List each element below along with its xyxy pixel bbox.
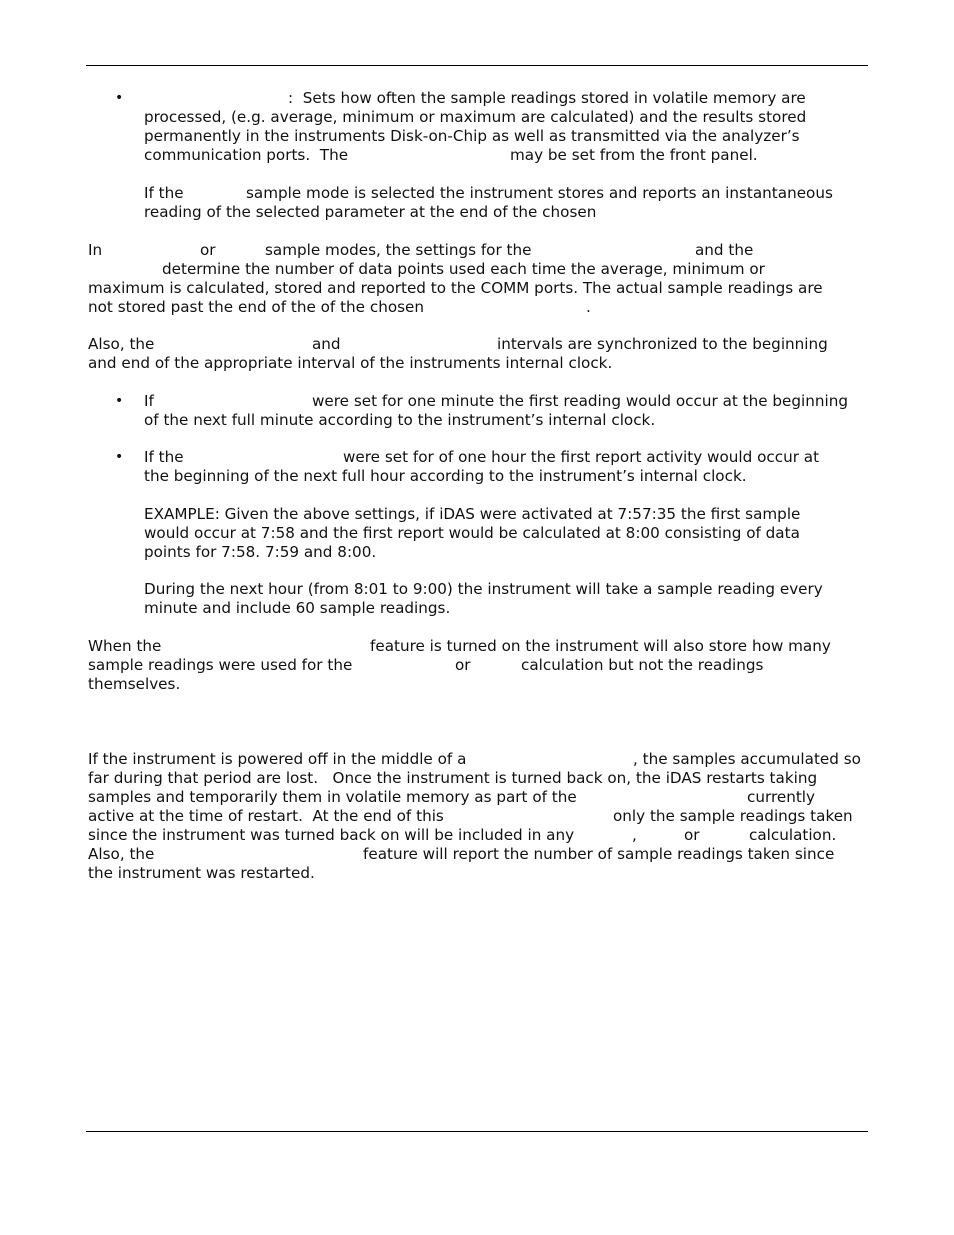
text-line: permanently in the instruments Disk-on-Chip as well as transmitted via the analyzer’s: [144, 127, 800, 145]
text-line: : Sets how often the sample readings stored in volatile memory are: [288, 89, 806, 107]
text-line: determine the number of data points used each time the average, minimum or: [162, 260, 765, 278]
text-line: EXAMPLE: Given the above settings, if iDAS were activated at 7:57:35 the first sample: [144, 505, 801, 523]
text-line: or: [200, 241, 216, 259]
text-line: calculation.: [749, 826, 837, 844]
text-line: the instrument was restarted.: [88, 864, 315, 882]
text-line: the beginning of the next full hour according to the instrument’s internal clock.: [144, 467, 747, 485]
text-line: Also, the: [88, 845, 155, 863]
text-line: only the sample readings taken: [613, 807, 853, 825]
text-line: maximum is calculated, stored and reported to the COMM ports. The actual sample readings are: [88, 279, 823, 297]
text-line: .: [586, 298, 591, 316]
text-line: currently: [747, 788, 815, 806]
footer-rule: [86, 1131, 868, 1132]
text-line: , the samples accumulated so: [633, 750, 861, 768]
text-line: would occur at 7:58 and the first report would be calculated at 8:00 consisting of data: [144, 524, 800, 542]
text-line: In: [88, 241, 103, 259]
text-line: of the next full minute according to the instrument’s internal clock.: [144, 411, 656, 429]
text-line: Also, the: [88, 335, 155, 353]
text-line: and the: [695, 241, 754, 259]
text-line: were set for of one hour the first report activity would occur at: [343, 448, 820, 466]
text-line: points for 7:58. 7:59 and 8:00.: [144, 543, 377, 561]
bullet-marker: •: [115, 393, 124, 409]
text-line: If: [144, 392, 154, 410]
text-line: themselves.: [88, 675, 181, 693]
text-line: ,: [632, 826, 637, 844]
text-line: feature is turned on the instrument will also store how many: [370, 637, 831, 655]
text-line: not stored past the end of the of the chosen: [88, 298, 425, 316]
text-line: active at the time of restart. At the end of this: [88, 807, 444, 825]
text-line: or: [455, 656, 471, 674]
text-line: may be set from the front panel.: [510, 146, 758, 164]
text-line: were set for one minute the first reading would occur at the beginning: [312, 392, 848, 410]
text-line: or: [684, 826, 700, 844]
text-line: reading of the selected parameter at the end of the chosen: [144, 203, 597, 221]
text-line: processed, (e.g. average, minimum or maximum are calculated) and the results stored: [144, 108, 807, 126]
text-line: If the: [144, 448, 184, 466]
text-line: far during that period are lost. Once the instrument is turned back on, the iDAS restarts taking: [88, 769, 818, 787]
text-line: samples and temporarily them in volatile memory as part of the: [88, 788, 577, 806]
text-line: sample mode is selected the instrument stores and reports an instantaneous: [246, 184, 833, 202]
text-line: If the instrument is powered off in the middle of a: [88, 750, 467, 768]
text-line: sample readings were used for the: [88, 656, 353, 674]
text-line: communication ports. The: [144, 146, 349, 164]
text-line: since the instrument was turned back on will be included in any: [88, 826, 575, 844]
text-line: When the: [88, 637, 162, 655]
text-line: and end of the appropriate interval of the instruments internal clock.: [88, 354, 613, 372]
header-rule: [86, 65, 868, 66]
text-line: sample modes, the settings for the: [265, 241, 532, 259]
text-line: and: [312, 335, 341, 353]
text-line: calculation but not the readings: [521, 656, 764, 674]
text-line: During the next hour (from 8:01 to 9:00) the instrument will take a sample reading every: [144, 580, 823, 598]
text-line: intervals are synchronized to the beginning: [497, 335, 828, 353]
text-line: feature will report the number of sample readings taken since: [363, 845, 835, 863]
bullet-marker: •: [115, 449, 124, 465]
bullet-marker: •: [115, 90, 124, 106]
text-line: minute and include 60 sample readings.: [144, 599, 451, 617]
text-line: If the: [144, 184, 184, 202]
